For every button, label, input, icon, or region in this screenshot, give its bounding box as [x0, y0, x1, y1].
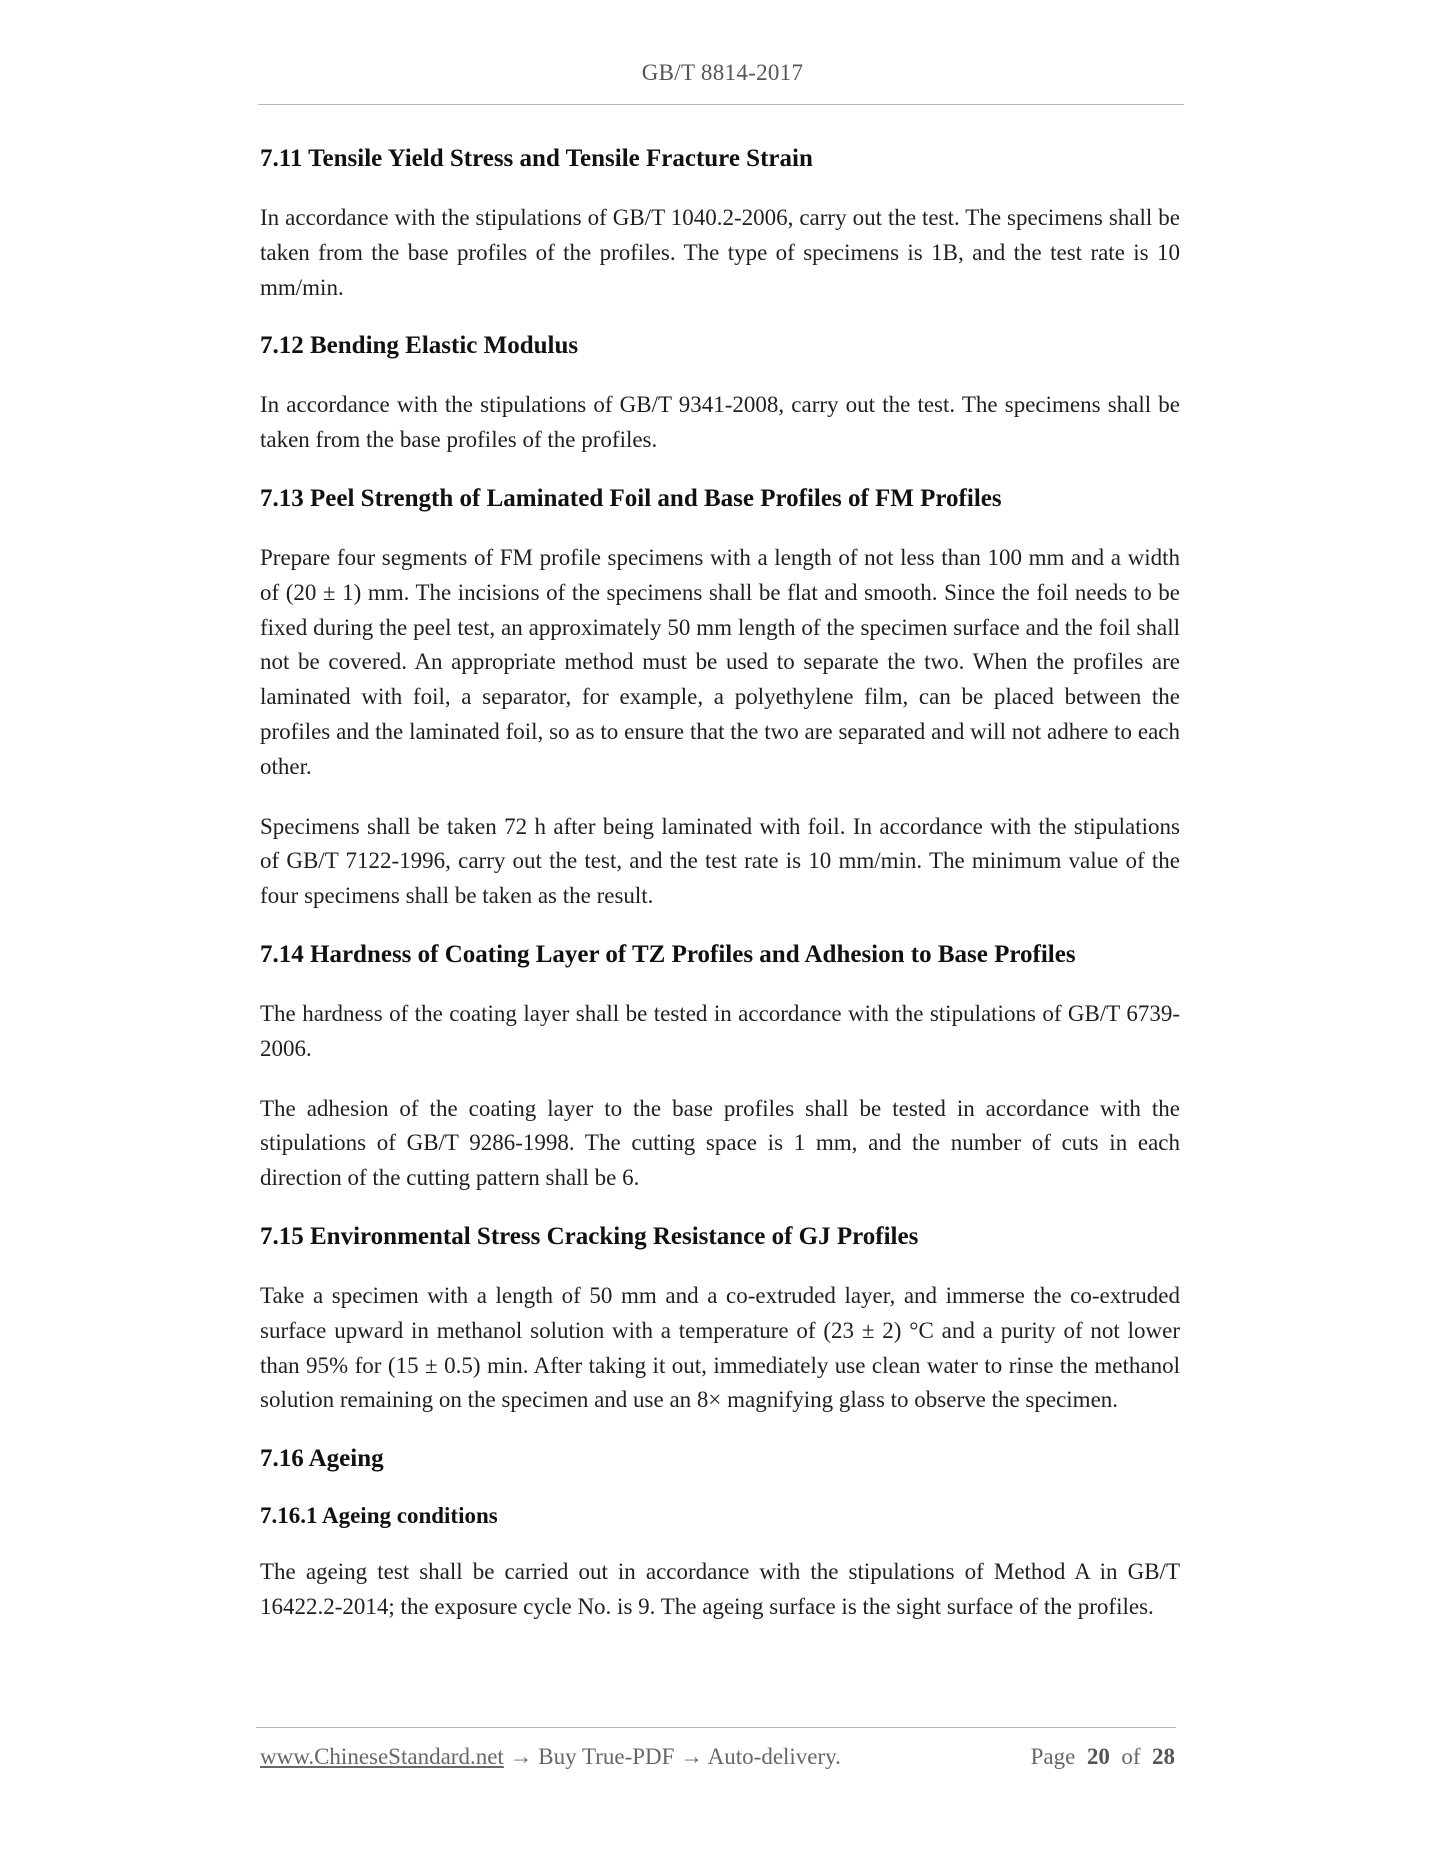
- paragraph: The adhesion of the coating layer to the base profiles shall be tested in accordance with the stipulations of GB/T 9286-1998. The cutting space is 1 mm, and the number of cuts in each direction of the cutting pattern shall be 6.: [260, 1095, 1180, 1191]
- paragraph: Specimens shall be taken 72 h after being laminated with foil. In accordance with the stipulations of GB/T 7122-1996, carry out the test, and the test rate is 10 mm/min. The minimum value of the four specimens shall be taken as the result.: [260, 813, 1180, 909]
- total-pages: 28: [1152, 1744, 1175, 1769]
- section-heading: 7.13 Peel Strength of Laminated Foil and Base Profiles of FM Profiles: [260, 484, 1002, 512]
- section-heading: 7.11 Tensile Yield Stress and Tensile Fracture Strain: [260, 145, 813, 172]
- header-divider: [258, 104, 1184, 105]
- subsection-heading: 7.16.1 Ageing conditions: [260, 1503, 498, 1529]
- paragraph: Prepare four segments of FM profile specimens with a length of not less than 100 mm and a width of (20 ± 1) mm. The incisions of the specimens shall be flat and smooth. Since the foil needs to be fixed during the peel test, an approximately 50 mm length of the specimen surface and the foil shall not be covered. An appropriate method must be used to separate the two. When the profiles are laminated with foil, a separator, for example, a polyethylene film, can be placed between the profiles and the laminated foil, so as to ensure that the two are separated and will not adhere to each other.: [260, 544, 1180, 779]
- page-header-title: GB/T 8814-2017: [641, 60, 804, 85]
- page-footer: [260, 1744, 1175, 1776]
- section-heading: 7.14 Hardness of Coating Layer of TZ Profiles and Adhesion to Base Profiles: [260, 940, 1076, 968]
- website-link[interactable]: www.ChineseStandard.net: [260, 1744, 504, 1769]
- section-heading: 7.15 Environmental Stress Cracking Resistance of GJ Profiles: [260, 1222, 919, 1250]
- section-7-11: [260, 143, 1180, 305]
- footer-divider: [256, 1727, 1176, 1728]
- footer-promo-text: → Buy True-PDF → Auto-delivery.: [503, 1744, 841, 1769]
- section-7-15: [260, 1221, 1180, 1418]
- paragraph: In accordance with the stipulations of GB/T 9341-2008, carry out the test. The specimens shall be taken from the base profiles of the profiles.: [260, 392, 1180, 453]
- document-body: [260, 143, 1180, 1650]
- paragraph: Take a specimen with a length of 50 mm and a co-extruded layer, and immerse the co-extruded surface upward in methanol solution with a temperature of (23 ± 2) °C and a purity of not lower than 95% for (15 ± 0.5) min. After taking it out, immediately use clean water to rinse the methanol solution remaining on the specimen and use an 8× magnifying glass to observe the specimen.: [260, 1282, 1180, 1413]
- section-heading: 7.16 Ageing: [260, 1445, 384, 1473]
- footer-promo: [260, 1744, 841, 1770]
- page-label: Page: [1030, 1744, 1076, 1769]
- section-heading: 7.12 Bending Elastic Modulus: [260, 332, 579, 360]
- page-of-label: of: [1121, 1744, 1141, 1769]
- paragraph: In accordance with the stipulations of GB/T 1040.2-2006, carry out the test. The specimens shall be taken from the base profiles of the profiles. The type of specimens is 1B, and the test rate is 10 mm/min.: [260, 205, 1180, 300]
- section-7-14: [260, 939, 1180, 1196]
- section-7-13: [260, 483, 1180, 914]
- section-7-16: [260, 1443, 1180, 1625]
- paragraph: The hardness of the coating layer shall be tested in accordance with the stipulations of GB/T 6739-2006.: [260, 1000, 1180, 1061]
- paragraph: The ageing test shall be carried out in accordance with the stipulations of Method A in GB/T 16422.2-2014; the exposure cycle No. is 9. The ageing surface is the sight surface of the profiles.: [260, 1559, 1180, 1619]
- page-number: [1031, 1744, 1175, 1770]
- current-page: 20: [1086, 1744, 1110, 1769]
- section-7-12: [260, 330, 1180, 458]
